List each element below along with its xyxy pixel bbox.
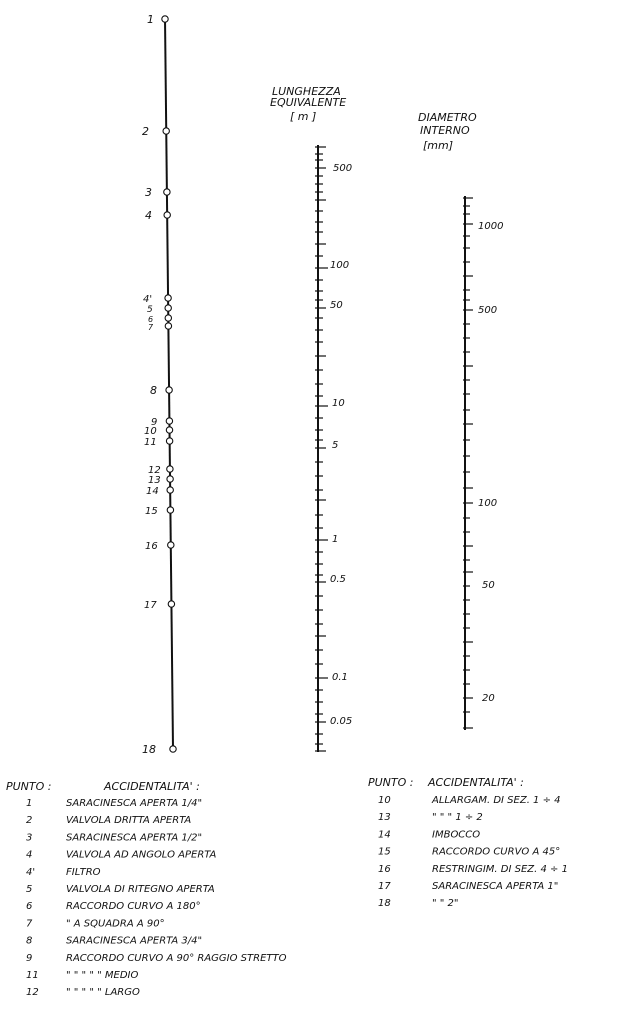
point-label: 7 xyxy=(148,323,154,332)
legend-point-number: 10 xyxy=(378,795,391,806)
length-scale-title-line2: EQUIVALENTE xyxy=(270,96,347,109)
legend-point-number: 4' xyxy=(26,866,36,878)
point-marker xyxy=(168,601,174,607)
legend-fitting-description: VALVOLA DRITTA APERTA xyxy=(66,815,192,827)
point-label: 10 xyxy=(144,426,157,437)
point-label: 16 xyxy=(145,541,158,552)
legend-fitting-description: RACCORDO CURVO A 45° xyxy=(432,846,561,858)
point-marker xyxy=(165,305,171,311)
legend-fitting-description: RACCORDO CURVO A 90° RAGGIO STRETTO xyxy=(66,952,287,964)
point-marker xyxy=(166,427,172,433)
legend-right-col2-header: ACCIDENTALITA' : xyxy=(428,776,524,789)
legend-fitting-description: " " " " " LARGO xyxy=(66,987,140,999)
legend-point-number: 15 xyxy=(378,846,391,858)
legend-point-number: 14 xyxy=(378,829,391,841)
legend-fitting-description: ALLARGAM. DI SEZ. 1 ÷ 4 xyxy=(432,795,561,806)
point-label: 18 xyxy=(142,743,156,756)
legend-left-rows xyxy=(26,798,287,998)
legend-right-rows xyxy=(378,795,568,909)
point-marker xyxy=(163,128,169,134)
point-label: 2 xyxy=(142,125,149,138)
length-scale xyxy=(270,85,352,752)
length-scale-labels xyxy=(330,163,352,727)
point-marker xyxy=(165,323,171,329)
length-tick-label: 100 xyxy=(330,260,350,271)
length-scale-unit: [ m ] xyxy=(290,110,317,123)
legend-fitting-description: " A SQUADRA A 90° xyxy=(66,918,165,930)
point-label: 13 xyxy=(148,475,161,486)
point-label: 14 xyxy=(146,486,159,497)
legend-point-number: 18 xyxy=(378,898,391,910)
legend-point-number: 7 xyxy=(26,918,33,930)
point-marker xyxy=(167,466,173,472)
legend-left-col1-header: PUNTO : xyxy=(6,780,52,793)
point-label: 15 xyxy=(145,506,158,517)
length-tick-label: 0.05 xyxy=(330,716,353,727)
legend-fitting-description: " " " " " MEDIO xyxy=(66,970,139,981)
legend-right xyxy=(368,776,568,909)
diameter-tick-label: 100 xyxy=(478,498,498,509)
diameter-tick-label: 50 xyxy=(482,580,495,591)
diameter-scale-title-line2: INTERNO xyxy=(420,124,470,137)
legend-point-number: 6 xyxy=(26,901,33,913)
legend-fitting-description: SARACINESCA APERTA 1/4" xyxy=(66,798,203,809)
legend-point-number: 16 xyxy=(378,863,391,875)
length-scale-ticks xyxy=(315,147,328,751)
legend-fitting-description: FILTRO xyxy=(66,866,101,878)
point-marker xyxy=(164,212,170,218)
length-tick-label: 500 xyxy=(333,163,353,174)
diameter-tick-label: 500 xyxy=(478,305,498,316)
point-label: 1 xyxy=(147,13,154,26)
legend-point-number: 8 xyxy=(26,935,33,947)
legend-fitting-description: RACCORDO CURVO A 180° xyxy=(66,901,201,913)
legend-point-number: 13 xyxy=(378,812,391,824)
point-marker xyxy=(167,507,173,513)
point-label: 12 xyxy=(148,465,161,476)
points-scale xyxy=(142,13,176,756)
point-marker xyxy=(165,315,171,321)
length-tick-label: 1 xyxy=(332,534,339,545)
point-label: 4 xyxy=(145,209,152,222)
legend-point-number: 9 xyxy=(26,952,33,964)
legend-fitting-description: VALVOLA AD ANGOLO APERTA xyxy=(66,849,217,861)
point-label: 9 xyxy=(151,417,158,428)
point-marker xyxy=(165,295,171,301)
point-label: 11 xyxy=(144,437,157,448)
diameter-scale xyxy=(418,111,503,730)
point-label: 5 xyxy=(147,305,153,315)
point-marker xyxy=(166,418,172,424)
length-tick-label: 50 xyxy=(330,300,343,311)
point-marker xyxy=(167,476,173,482)
point-label: 3 xyxy=(145,186,152,199)
length-tick-label: 5 xyxy=(332,440,339,451)
legend-fitting-description: SARACINESCA APERTA 1/2" xyxy=(66,832,203,844)
legend-fitting-description: VALVOLA DI RITEGNO APERTA xyxy=(66,884,215,895)
legend-point-number: 2 xyxy=(26,815,33,827)
legend-fitting-description: SARACINESCA APERTA 3/4" xyxy=(66,935,203,947)
diameter-tick-label: 1000 xyxy=(478,221,504,232)
length-scale-title-line1: LUNGHEZZA xyxy=(272,85,341,98)
legend-point-number: 4 xyxy=(26,849,33,861)
point-label: 4' xyxy=(143,294,153,305)
legend-fitting-description: " " " 1 ÷ 2 xyxy=(432,812,483,824)
point-marker xyxy=(166,387,172,393)
diameter-scale-title-line1: DIAMETRO xyxy=(418,111,477,124)
legend-left xyxy=(6,780,287,998)
point-marker xyxy=(168,542,174,548)
point-marker xyxy=(162,16,168,22)
diameter-scale-labels xyxy=(478,221,503,704)
legend-point-number: 11 xyxy=(26,970,39,981)
point-label: 17 xyxy=(144,600,157,611)
legend-point-number: 17 xyxy=(378,881,391,892)
legend-fitting-description: " " 2" xyxy=(432,898,459,910)
legend-point-number: 5 xyxy=(26,884,33,895)
length-tick-label: 0.5 xyxy=(330,574,346,585)
diameter-scale-unit: [mm] xyxy=(423,139,454,152)
legend-fitting-description: SARACINESCA APERTA 1" xyxy=(432,881,559,892)
legend-fitting-description: IMBOCCO xyxy=(432,829,481,841)
length-tick-label: 10 xyxy=(332,398,345,409)
point-marker xyxy=(167,487,173,493)
length-tick-label: 0.1 xyxy=(332,672,348,683)
point-label: 6 xyxy=(148,315,154,324)
legend-point-number: 1 xyxy=(26,798,33,809)
point-marker xyxy=(170,746,176,752)
legend-point-number: 3 xyxy=(26,832,33,844)
diameter-tick-label: 20 xyxy=(482,693,495,704)
point-marker xyxy=(166,438,172,444)
legend-left-col2-header: ACCIDENTALITA' : xyxy=(104,780,200,793)
point-marker xyxy=(164,189,170,195)
legend-fitting-description: RESTRINGIM. DI SEZ. 4 ÷ 1 xyxy=(432,863,568,875)
legend-right-col1-header: PUNTO : xyxy=(368,776,414,789)
legend-point-number: 12 xyxy=(26,987,39,999)
point-label: 8 xyxy=(150,384,157,397)
